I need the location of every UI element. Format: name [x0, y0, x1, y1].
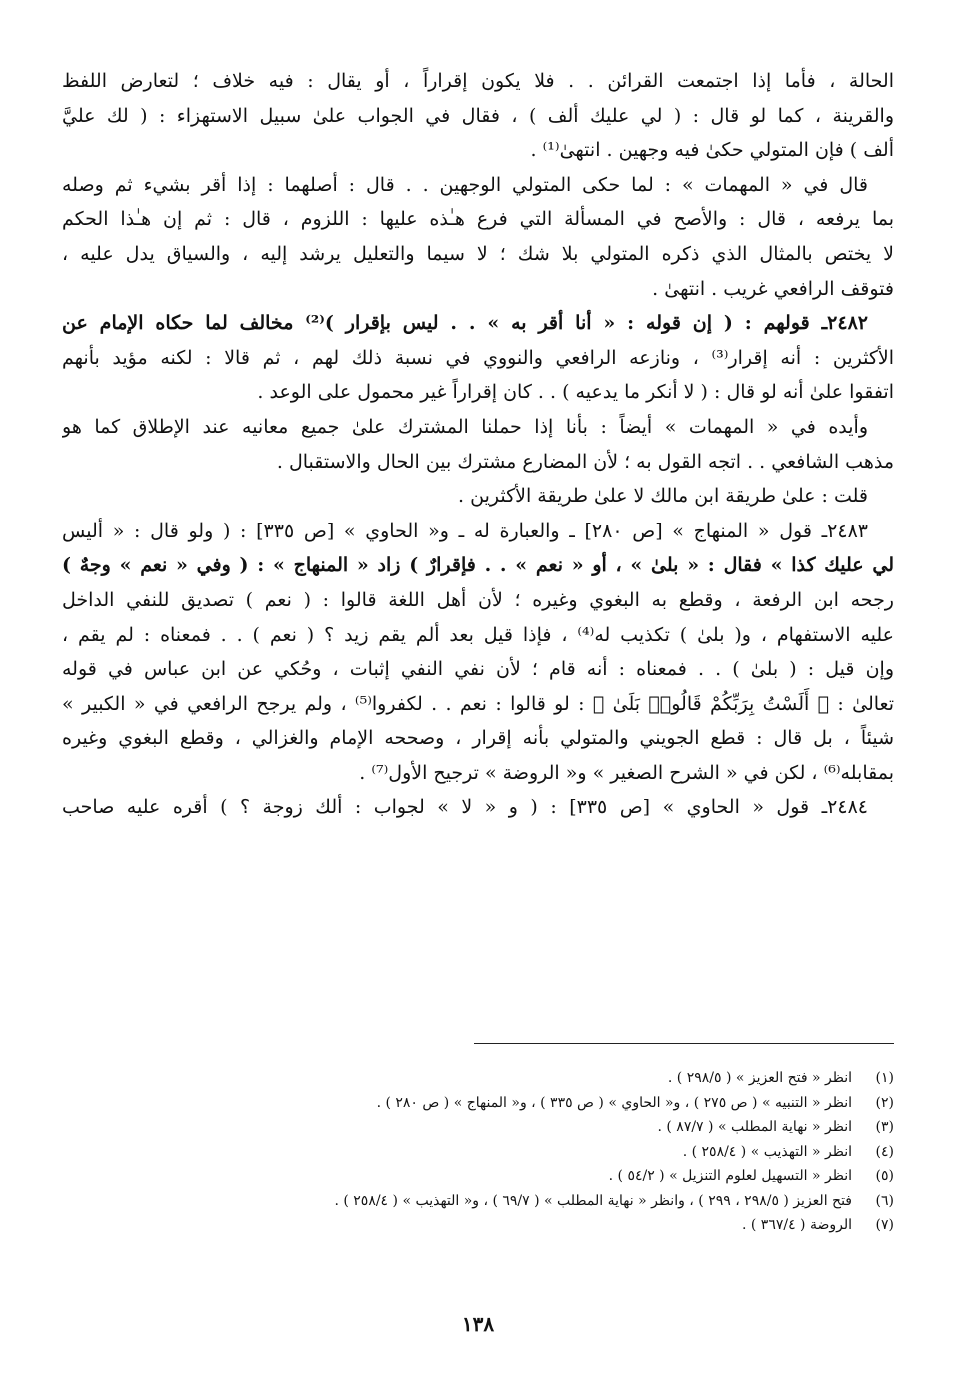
footnote-number: (٧): [875, 1217, 894, 1233]
footnote-text: انظر « فتح العزيز » ( ٢٩٨/٥ ) .: [667, 1070, 852, 1086]
footnote-number: (١): [875, 1070, 894, 1086]
text-line: فتوقف الرافعي غريب . انتهىٰ .: [652, 277, 894, 300]
footnote: [62, 1091, 894, 1116]
footnote-divider: [474, 1043, 894, 1044]
text-line: قلت : علىٰ طريقة ابن مالك لا علىٰ طريقة الأكثرين .: [458, 485, 868, 508]
quran-verse-line: تعالىٰ : ﴿ أَلَسْتُ بِرَبِّكُمْ قَالُوا۟ بَلَىٰ ﴾ : لو قالوا : نعم . . لكفروا⁽⁵⁾ ، ولم يرجح الرافعي في « الكبير »: [62, 692, 894, 715]
entry-2482-heading: ٢٤٨٢ـ قولهم : ( إن قوله : « أنا أقر به » . . ليس بإقرار )⁽²⁾ مخالف لما حكاه الإمام عن: [62, 312, 868, 335]
footnote-text: الروضة ( ٣٦٧/٤ ) .: [741, 1217, 852, 1233]
footnote: [62, 1164, 894, 1189]
footnote-text: فتح العزيز ( ٢٩٨/٥ ، ٢٩٩ ) ، وانظر « نهاية المطلب » ( ٦٩/٧ ) ، و« التهذيب » ( ٢٥٨/٤ ) .: [334, 1192, 852, 1209]
footnote-text: انظر « التنبيه » ( ص ٢٧٥ ) ، و« الحاوي » ( ص ٣٣٥ ) ، و« المنهاج » ( ص ٢٨٠ ) .: [376, 1094, 852, 1111]
text-line: رجحه ابن الرفعة ، وقطع به البغوي وغيره ؛ لأن أهل اللغة قالوا : ( نعم ) تصديق للنفي الداخل: [62, 588, 894, 611]
footnote: [62, 1115, 894, 1140]
text-line: مذهب الشافعي . . اتجه القول به ؛ لأن المضارع مشترك بين الحال والاستقبال .: [276, 450, 894, 473]
text-line: لي عليك كذا » فقال : « بلىٰ » ، أو « نعم » . . فإقرارٌ ) زاد « المنهاج » : ( وفي « نعم » وجهٌ ): [62, 554, 894, 577]
footnote-text: انظر « التسهيل لعلوم التنزيل » ( ٥٤/٢ ) .: [608, 1168, 852, 1184]
text-line: الأكثرين : أنه إقرار⁽³⁾ ، ونازعه الرافعي والنووي في نسبة ذلك لهم ، ثم قالا : لكنه مؤيد بأنهم: [62, 346, 894, 369]
footnote: [62, 1213, 894, 1238]
text-line: قال في « المهمات » : لما حكى المتولي الوجهين . . قال : أصلهما : إذا أقر بشيء ثم وصله: [62, 173, 868, 196]
footnote: [62, 1140, 894, 1165]
text-line: والقرينة ، كما لو قال : ( لي عليك ألف ) ، فقال في الجواب علىٰ سبيل الاستهزاء : ( لك عليَّ: [62, 104, 894, 127]
footnote: [62, 1066, 894, 1091]
text-line: عليه الاستفهام ، و( بلىٰ ) تكذيب له⁽⁴⁾ ، فإذا قيل بعد ألم يقم زيد ؟ ( نعم ) . . فمعناه : لم يقم ،: [62, 623, 894, 646]
text-line: شيئاً ، بل قال : قطع الجويني والمتولي بأنه إقرار ، وصححه الإمام والغزالي ، وقطع البغوي وغيره: [62, 727, 894, 750]
text-line: الحالة ، فأما إذا اجتمعت القرائن . . فلا يكون إقراراً ، أو يقال : فيه خلاف ؛ لتعارض اللفظ: [62, 70, 894, 92]
footnotes: [62, 1066, 894, 1238]
footnote-text: انظر « نهاية المطلب » ( ٨٧/٧ ) .: [657, 1119, 852, 1135]
entry-2484-heading: ٢٤٨٤ـ قول « الحاوي » [ص ٣٣٥] : ( و « لا » لجواب : ألك زوجة ؟ ) أقره عليه صاحب: [62, 796, 868, 819]
text-line: بمقابله⁽⁶⁾ ، لكن في « الشرح الصغير » و« الروضة » ترجيح الأول⁽⁷⁾ .: [359, 761, 894, 784]
footnote-number: (٣): [875, 1119, 894, 1135]
footnote-number: (٦): [875, 1192, 894, 1209]
footnote-text: انظر « التهذيب » ( ٢٥٨/٤ ) .: [682, 1143, 852, 1160]
text-line: لا يختص بالمثال الذي ذكره المتولي بلا شك ؛ لا سيما والتعليل يرشد إليه ، والسياق يدل عليه ،: [62, 242, 894, 265]
entry-2483-heading: ٢٤٨٣ـ قول « المنهاج » [ص ٢٨٠] ـ والعبارة له ـ و« الحاوي » [ص ٣٣٥] : ( ولو قال : « أليس: [62, 519, 868, 542]
text-line: وأيده في « المهمات » أيضاً : بأنا إذا حملنا المشترك علىٰ جميع معانيه عند الإطلاق كما هو: [62, 415, 868, 438]
page-number: ١٣٨: [461, 1312, 495, 1336]
text-line: وإن قيل : ( بلىٰ ) . . فمعناه : أنه قام ؛ لأن نفي النفي إثبات ، وحُكي عن ابن عباس في قوله: [62, 658, 894, 681]
footnote-number: (٢): [875, 1094, 894, 1111]
text-line: ألف ) فإن المتولي حكىٰ فيه وجهين . انتهىٰ⁽¹⁾ .: [530, 139, 894, 162]
footnote-number: (٤): [875, 1143, 894, 1160]
footnote-number: (٥): [875, 1168, 894, 1184]
text-line: بما يرفعه ، قال : والأصح في المسألة التي فرع هـٰذه عليها : اللزوم ، قال : ثم إن هـٰذا الحكم: [62, 208, 894, 231]
body-text: [62, 64, 894, 825]
footnote: [62, 1189, 894, 1214]
text-line: اتفقوا علىٰ أنه لو قال : ( لا أنكر ما يدعيه ) . . كان إقراراً غير محمول على الوعد .: [257, 381, 894, 404]
